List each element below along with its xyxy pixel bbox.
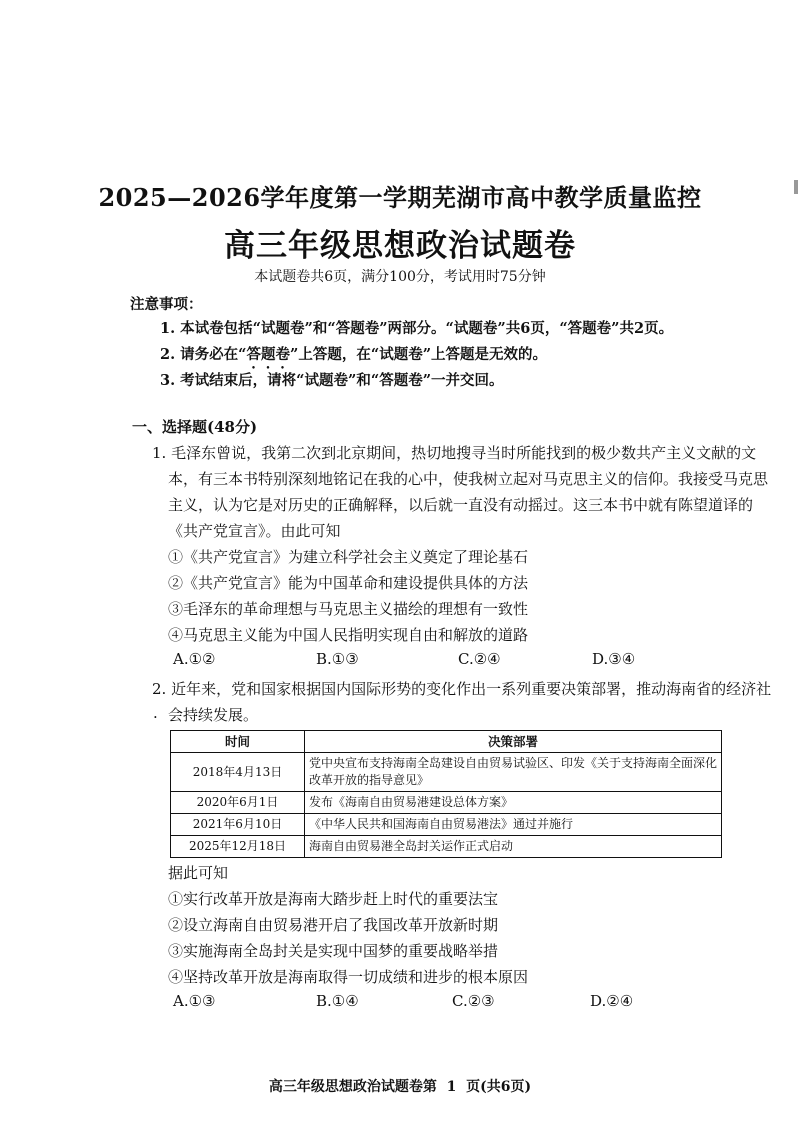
exam-subtitle: 本试题卷共6页，满分100分，考试用时75分钟: [254, 269, 546, 285]
page-footer: 高三年级思想政治试题卷第 1 页(共6页): [268, 1079, 532, 1095]
exam-title-line1: 2025—2026学年度第一学期芜湖市高中教学质量监控: [98, 183, 702, 212]
q1-statement-4: ④马克思主义能为中国人民指明实现自由和解放的道路: [168, 626, 529, 644]
q1-stem-line4: 《共产党宣言》。由此可知: [168, 522, 341, 540]
table-header-row: [171, 731, 722, 753]
q2-policy-table: [170, 730, 722, 858]
table-cell-decision: 发布《海南自由贸易港建设总体方案》: [305, 792, 722, 814]
q2-option-a: A.①③: [173, 992, 216, 1010]
q2-margin-mark: ·: [153, 708, 158, 726]
q1-stem-line3: 主义，认为它是对历史的正确解释，以后就一直没有动摇过。这三本书中就有陈望道译的: [168, 496, 754, 514]
table-cell-decision: 海南自由贸易港全岛封关运作正式启动: [305, 836, 722, 858]
table-cell-decision: 《中华人民共和国海南自由贸易港法》通过并施行: [305, 814, 722, 836]
table-row: [171, 836, 722, 858]
table-cell-date: 2021年6月10日: [171, 814, 305, 836]
note-item-2: [160, 343, 547, 372]
q2-lead: 据此可知: [168, 864, 229, 882]
q2-statement-4: ④坚持改革开放是海南取得一切成绩和进步的根本原因: [168, 968, 529, 986]
q1-stem-line1: 1. 毛泽东曾说，我第二次到北京期间，热切地搜寻当时所能找到的极少数共产主义文献的文: [152, 444, 757, 462]
table-cell-date: 2020年6月1日: [171, 792, 305, 814]
q2-stem-line1: 2. 近年来，党和国家根据国内国际形势的变化作出一系列重要决策部署，推动海南省的经济社: [152, 680, 772, 698]
table-row: [171, 792, 722, 814]
exam-title-line2: 高三年级思想政治试题卷: [224, 228, 576, 264]
q1-statement-2: ②《共产党宣言》能为中国革命和建设提供具体的方法: [168, 574, 529, 592]
note-item-1: 1. 本试卷包括“试题卷”和“答题卷”两部分。“试题卷”共6页，“答题卷”共2页。: [160, 320, 674, 337]
section-title: 一、选择题(48分): [132, 418, 258, 436]
q2-option-c: C.②③: [452, 992, 495, 1010]
note-item-2-prefix: 2. 请务必在“: [160, 346, 247, 363]
q1-option-c: C.②④: [458, 650, 501, 668]
table-cell-decision: 党中央宣布支持海南全岛建设自由贸易试验区、印发《关于支持海南全面深化改革开放的指导意见》: [305, 753, 722, 792]
q2-statement-3: ③实施海南全岛封关是实现中国梦的重要战略举措: [168, 942, 499, 960]
q1-option-b: B.①③: [316, 650, 359, 668]
note-item-2-emphasis: 答题卷: [246, 346, 291, 363]
q1-option-a: A.①②: [173, 650, 216, 668]
note-item-3: 3. 考试结束后，请将“试题卷”和“答题卷”一并交回。: [160, 372, 504, 389]
table-row: [171, 753, 722, 792]
q1-statement-3: ③毛泽东的革命理想与马克思主义描绘的理想有一致性: [168, 600, 529, 618]
q2-option-b: B.①④: [316, 992, 359, 1010]
table-row: [171, 814, 722, 836]
note-item-2-suffix: ”上答题，在“试题卷”上答题是无效的。: [290, 346, 548, 363]
q1-statement-1: ①《共产党宣言》为建立科学社会主义奠定了理论基石: [168, 548, 529, 566]
q2-statement-2: ②设立海南自由贸易港开启了我国改革开放新时期: [168, 916, 499, 934]
q2-statement-1: ①实行改革开放是海南大踏步赶上时代的重要法宝: [168, 890, 499, 908]
q1-option-d: D.③④: [592, 650, 636, 668]
q2-option-d: D.②④: [590, 992, 634, 1010]
table-header-decision: 决策部署: [305, 731, 722, 753]
q2-stem-line2: 会持续发展。: [168, 706, 259, 724]
table-header-time: 时间: [171, 731, 305, 753]
table-cell-date: 2018年4月13日: [171, 753, 305, 792]
table-cell-date: 2025年12月18日: [171, 836, 305, 858]
q1-stem-line2: 本，有三本书特别深刻地铭记在我的心中，使我树立起对马克思主义的信仰。我接受马克思: [168, 470, 769, 488]
notes-title: 注意事项：: [130, 296, 203, 313]
